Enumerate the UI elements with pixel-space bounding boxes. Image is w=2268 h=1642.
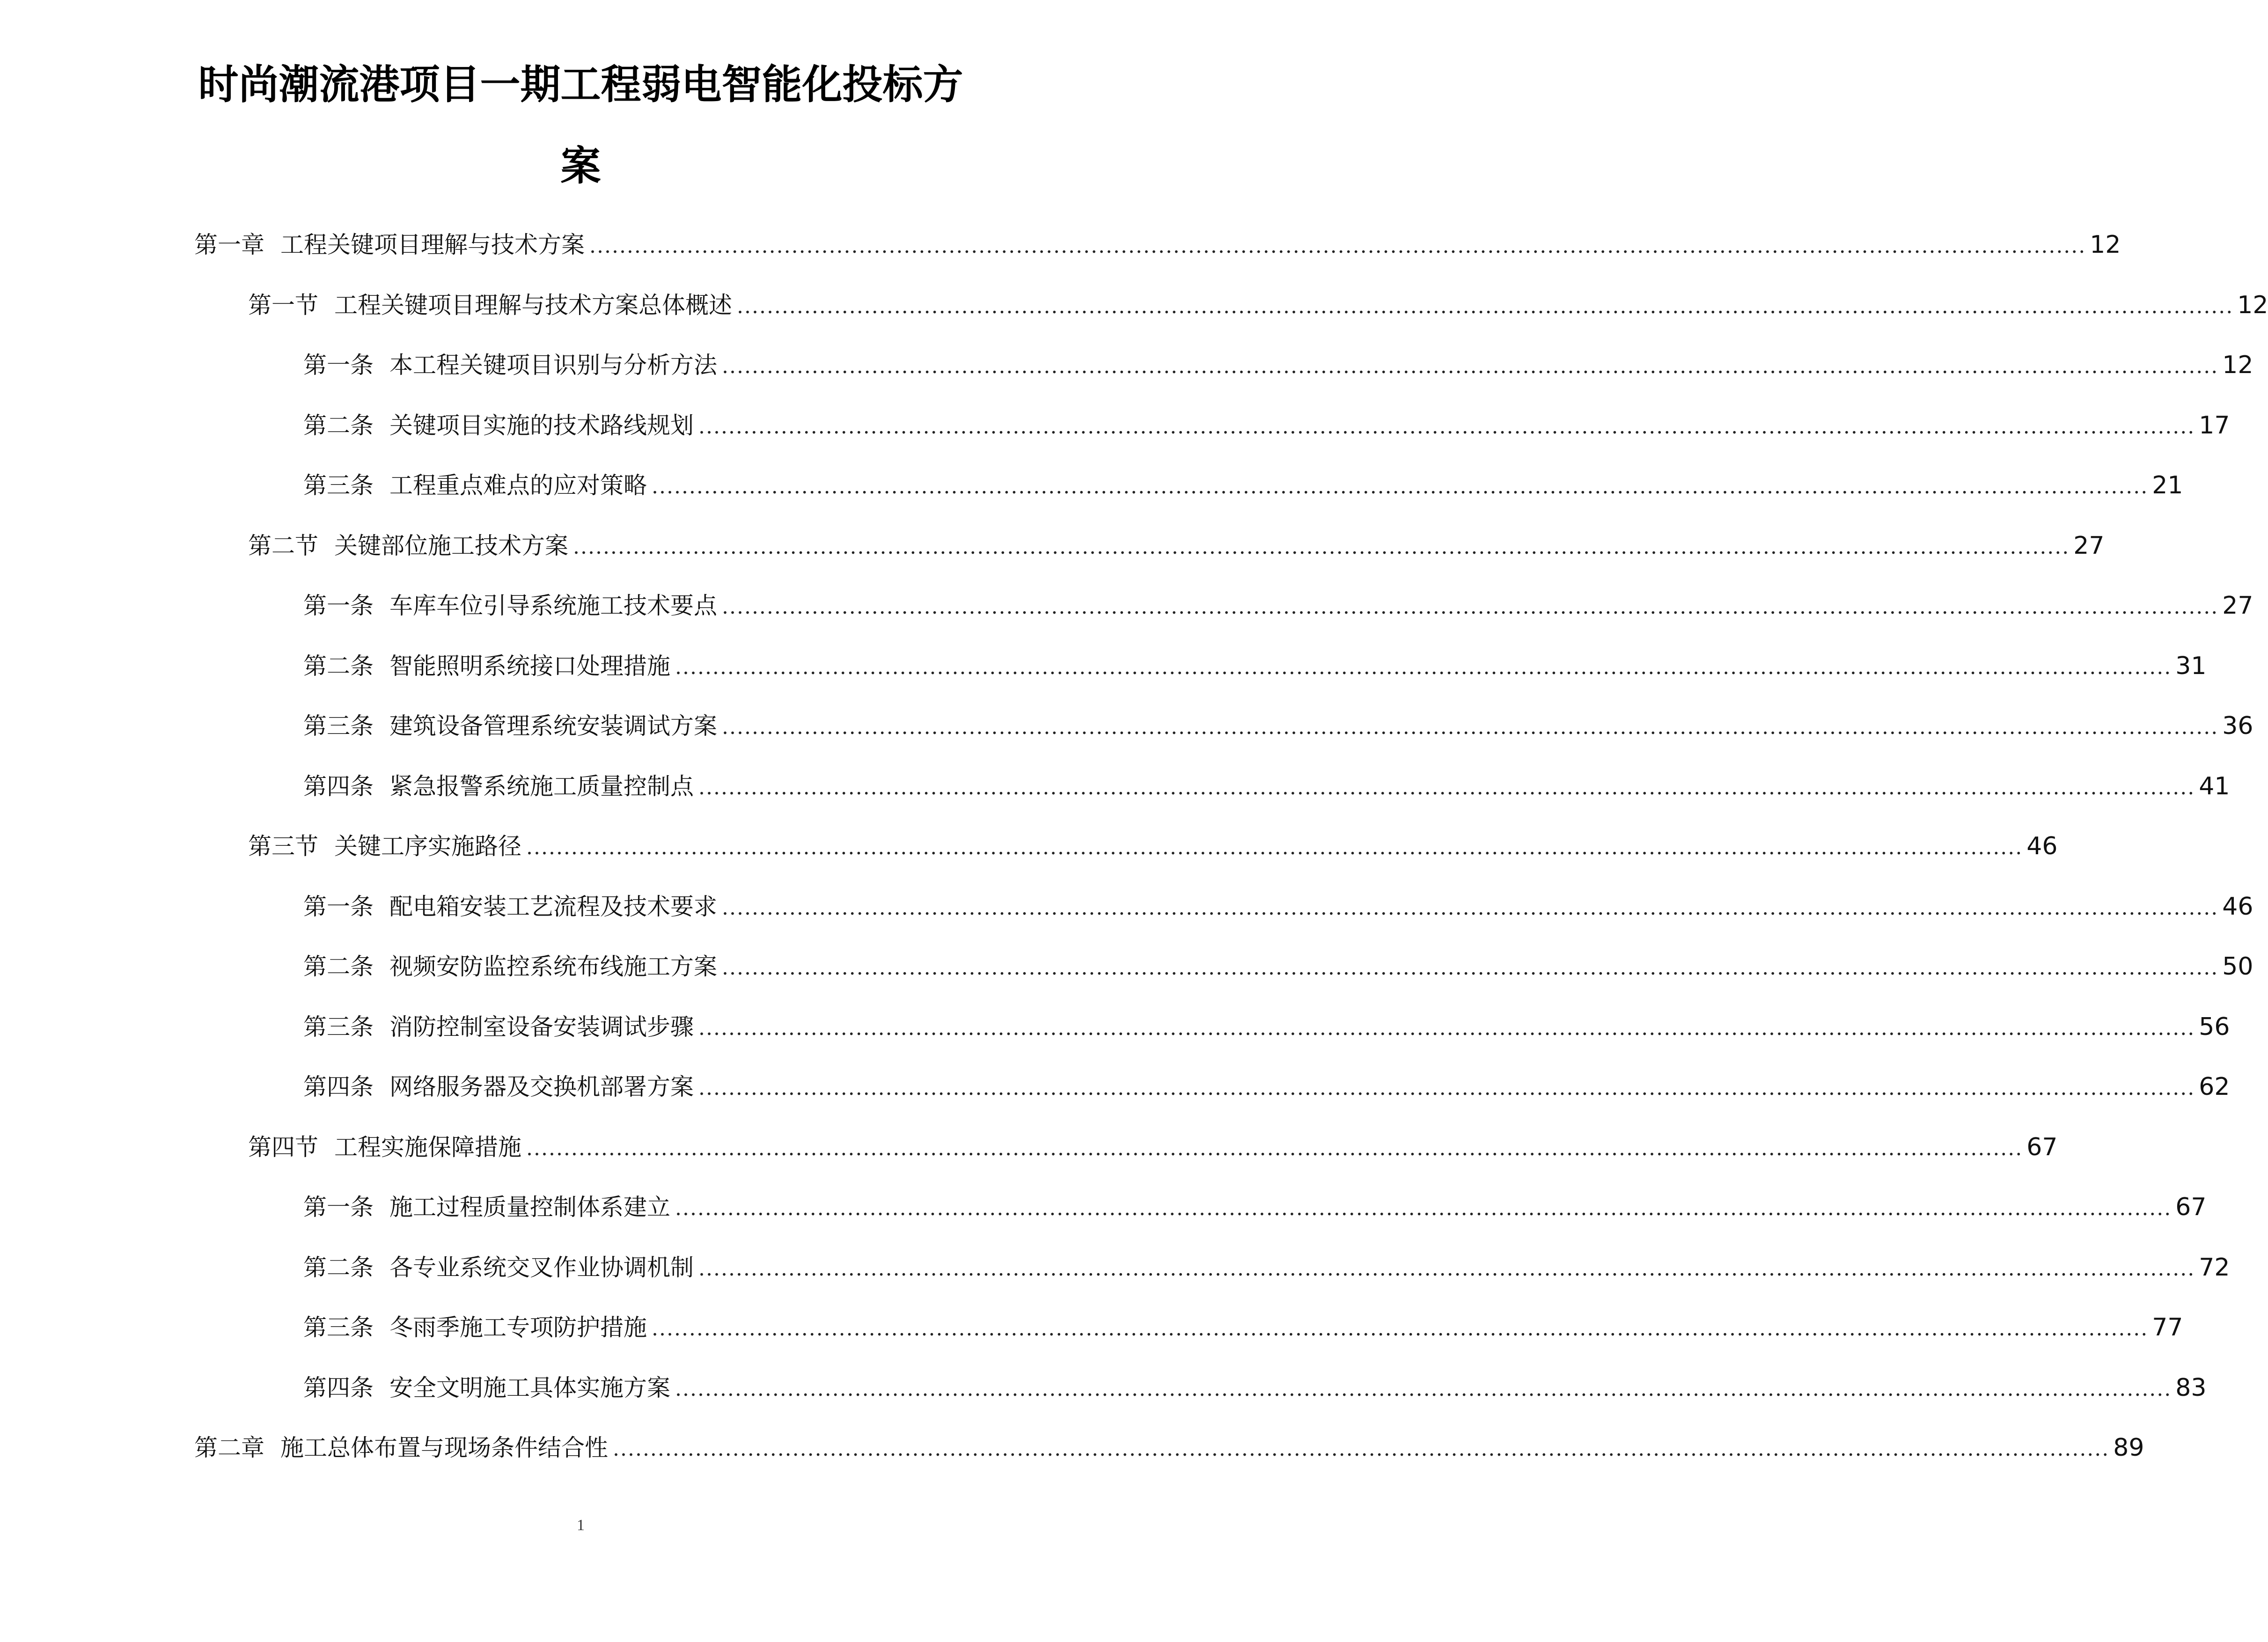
toc-entry[interactable]	[303, 409, 2230, 442]
toc-dot-leader: ........................................................................................................................................................................................................	[573, 535, 2070, 559]
toc-entry-title: 工程关键项目理解与技术方案总体概述	[334, 292, 732, 319]
toc-entry-title: 冬雨季施工专项防护措施	[389, 1314, 647, 1341]
toc-entry[interactable]	[248, 289, 2268, 322]
toc-entry-number: 第一章	[194, 231, 264, 258]
toc-entry[interactable]	[248, 529, 2105, 562]
toc-entry-title: 安全文明施工具体实施方案	[389, 1374, 670, 1401]
toc-entry-number: 第三条	[303, 1314, 374, 1341]
document-title-line-2: 案	[560, 143, 601, 190]
toc-entry-title: 消防控制室设备安装调试步骤	[389, 1013, 694, 1041]
toc-entry-title: 紧急报警系统施工质量控制点	[389, 773, 694, 800]
toc-entry-number: 第三节	[248, 833, 318, 860]
toc-entry-page: 27	[2073, 532, 2105, 560]
toc-entry-number: 第一条	[303, 1194, 374, 1221]
toc-entry-page: 12	[2237, 291, 2268, 319]
toc-dot-leader: ........................................................................................................................................................................................................	[722, 715, 2219, 739]
toc-entry[interactable]	[303, 469, 2183, 502]
toc-entry-number: 第二节	[248, 532, 318, 559]
toc-entry-title: 车库车位引导系统施工技术要点	[389, 592, 717, 619]
toc-entry-title: 配电箱安装工艺流程及技术要求	[389, 893, 717, 920]
toc-dot-leader: ........................................................................................................................................................................................................	[722, 956, 2219, 980]
toc-entry[interactable]	[303, 1070, 2230, 1103]
toc-entry-page: 50	[2222, 953, 2253, 981]
toc-dot-leader: ........................................................................................................................................................................................................	[698, 1076, 2195, 1100]
toc-entry[interactable]	[303, 890, 2253, 923]
toc-entry[interactable]	[248, 1131, 2058, 1164]
toc-entry[interactable]	[303, 950, 2253, 983]
toc-entry-page: 46	[2026, 832, 2058, 860]
toc-dot-leader: ........................................................................................................................................................................................................	[589, 234, 2086, 258]
toc-entry-title: 工程重点难点的应对策略	[389, 472, 647, 499]
toc-entry-number: 第一节	[248, 292, 318, 319]
toc-entry-title: 关键工序实施路径	[334, 833, 521, 860]
toc-entry-number: 第二条	[303, 652, 374, 680]
toc-entry-page: 12	[2090, 231, 2121, 259]
toc-entry-page: 41	[2199, 772, 2230, 800]
toc-entry-title: 智能照明系统接口处理措施	[389, 652, 670, 680]
toc-entry-number: 第一条	[303, 592, 374, 619]
toc-entry-page: 17	[2199, 411, 2230, 440]
toc-entry[interactable]	[194, 1431, 2144, 1464]
toc-entry-number: 第二条	[303, 412, 374, 439]
toc-entry[interactable]	[248, 830, 2058, 863]
toc-entry-number: 第四条	[303, 773, 374, 800]
toc-entry[interactable]	[303, 1371, 2207, 1404]
toc-entry-title: 施工总体布置与现场条件结合性	[280, 1434, 608, 1461]
toc-entry-number: 第四节	[248, 1134, 318, 1161]
toc-entry-number: 第四条	[303, 1073, 374, 1100]
toc-dot-leader: ........................................................................................................................................................................................................	[698, 415, 2195, 439]
toc-entry-page: 36	[2222, 712, 2253, 740]
toc-dot-leader: ........................................................................................................................................................................................................	[526, 1136, 2023, 1160]
document-title-line-1: 时尚潮流港项目一期工程弱电智能化投标方	[198, 61, 963, 108]
toc-entry-page: 21	[2152, 471, 2183, 499]
toc-dot-leader: ........................................................................................................................................................................................................	[652, 1317, 2149, 1341]
toc-dot-leader: ........................................................................................................................................................................................................	[652, 475, 2149, 498]
toc-entry-title: 关键项目实施的技术路线规划	[389, 412, 694, 439]
toc-entry-number: 第三条	[303, 472, 374, 499]
toc-dot-leader: ........................................................................................................................................................................................................	[613, 1437, 2110, 1461]
toc-entry-title: 网络服务器及交换机部署方案	[389, 1073, 694, 1100]
toc-dot-leader: ........................................................................................................................................................................................................	[722, 595, 2219, 619]
toc-entry-page: 77	[2152, 1313, 2183, 1341]
toc-entry-page: 83	[2175, 1374, 2207, 1402]
page-number: 1	[577, 1517, 585, 1534]
toc-entry-number: 第二章	[194, 1434, 264, 1461]
toc-entry-title: 各专业系统交叉作业协调机制	[389, 1254, 694, 1281]
toc-entry-page: 46	[2222, 893, 2253, 921]
toc-entry[interactable]	[303, 650, 2207, 682]
toc-entry[interactable]	[303, 1251, 2230, 1284]
toc-entry-page: 12	[2222, 351, 2253, 379]
toc-entry[interactable]	[303, 1311, 2183, 1344]
toc-entry[interactable]	[194, 228, 2121, 261]
toc-entry-number: 第二条	[303, 953, 374, 980]
toc-entry[interactable]	[303, 589, 2253, 622]
toc-dot-leader: ........................................................................................................................................................................................................	[698, 1016, 2195, 1040]
toc-entry-page: 67	[2175, 1193, 2207, 1221]
toc-entry-title: 工程实施保障措施	[334, 1134, 521, 1161]
toc-entry-title: 工程关键项目理解与技术方案	[280, 231, 585, 258]
toc-entry-title: 视频安防监控系统布线施工方案	[389, 953, 717, 980]
toc-dot-leader: ........................................................................................................................................................................................................	[698, 776, 2195, 799]
toc-dot-leader: ........................................................................................................................................................................................................	[675, 1377, 2172, 1401]
toc-entry-number: 第二条	[303, 1254, 374, 1281]
toc-entry[interactable]	[303, 1011, 2230, 1043]
toc-entry-number: 第三条	[303, 1013, 374, 1041]
toc-entry-page: 62	[2199, 1073, 2230, 1101]
toc-entry-title: 本工程关键项目识别与分析方法	[389, 352, 717, 379]
toc-dot-leader: ........................................................................................................................................................................................................	[526, 836, 2023, 859]
toc-entry-number: 第一条	[303, 352, 374, 379]
toc-dot-leader: ........................................................................................................................................................................................................	[675, 1196, 2172, 1220]
toc-entry-title: 关键部位施工技术方案	[334, 532, 568, 559]
toc-dot-leader: ........................................................................................................................................................................................................	[722, 896, 2219, 920]
toc-entry-page: 56	[2199, 1013, 2230, 1041]
toc-entry[interactable]	[303, 349, 2253, 381]
toc-entry-number: 第三条	[303, 712, 374, 740]
toc-entry-page: 89	[2113, 1434, 2144, 1462]
toc-entry-page: 31	[2175, 652, 2207, 680]
toc-entry-number: 第四条	[303, 1374, 374, 1401]
toc-entry-page: 72	[2199, 1253, 2230, 1282]
toc-entry-title: 建筑设备管理系统安装调试方案	[389, 712, 717, 740]
toc-entry-page: 67	[2026, 1133, 2058, 1161]
toc-entry-title: 施工过程质量控制体系建立	[389, 1194, 670, 1221]
toc-dot-leader: ........................................................................................................................................................................................................	[737, 294, 2234, 318]
toc-dot-leader: ........................................................................................................................................................................................................	[698, 1257, 2195, 1281]
toc-entry-number: 第一条	[303, 893, 374, 920]
toc-dot-leader: ........................................................................................................................................................................................................	[675, 655, 2172, 679]
toc-entry[interactable]	[303, 770, 2230, 803]
toc-entry[interactable]	[303, 710, 2253, 742]
toc-dot-leader: ........................................................................................................................................................................................................	[722, 354, 2219, 378]
toc-entry-page: 27	[2222, 592, 2253, 620]
toc-entry[interactable]	[303, 1191, 2207, 1224]
